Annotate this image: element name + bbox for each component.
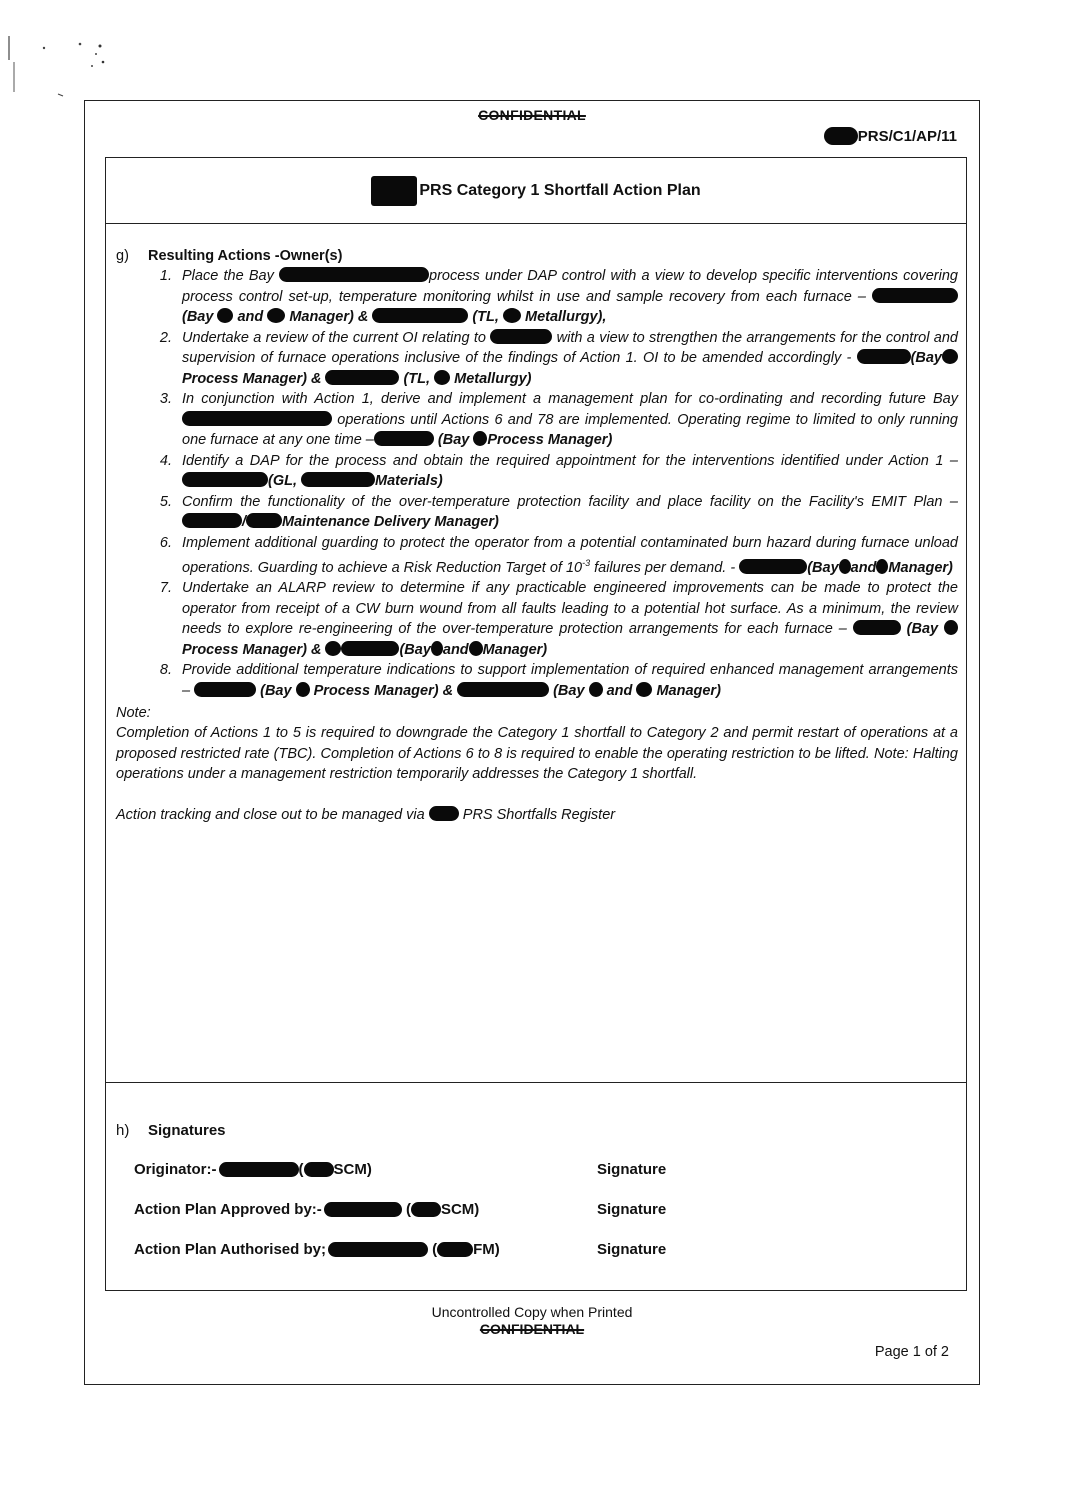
action-text: operations until Actions 6 and 78 are implemented. Operating regime to limited to only running one furnace at any one time – — [182, 411, 958, 448]
action-owner-text: (Bay — [433, 432, 474, 448]
redaction — [371, 176, 417, 206]
action-text: Provide additional temperature indications to support implementation of required enhanced management arrangements – — [182, 662, 958, 699]
redaction — [296, 682, 310, 697]
signature-label: Action Plan Approved by:- — [134, 1200, 322, 1218]
doc-ref-text: PRS/C1/AP/11 — [857, 127, 957, 145]
section-title: Signatures — [148, 1122, 226, 1139]
section-divider — [106, 1082, 966, 1083]
action-owner-text: (Bay — [256, 682, 296, 699]
redaction — [457, 682, 549, 697]
action-owner-text: Maintenance Delivery Manager) — [282, 514, 499, 530]
action-owner-text: and — [442, 641, 469, 658]
signature-label: Action Plan Authorised by; — [134, 1240, 326, 1258]
exponent: -3 — [582, 558, 591, 568]
redaction — [341, 641, 399, 656]
signature-row-originator — [134, 1159, 958, 1179]
action-owner-text: and — [233, 309, 268, 325]
action-item — [176, 578, 958, 660]
action-owner-text: Process Manager) & — [309, 682, 458, 699]
section-h-heading — [116, 1122, 958, 1139]
action-owner-text: (GL, — [268, 473, 302, 489]
action-owner-text: (Bay — [399, 641, 431, 658]
action-owner-text: and — [850, 559, 877, 576]
redaction — [219, 1162, 299, 1177]
action-item — [176, 328, 958, 390]
action-owner-text: (Bay — [549, 682, 589, 699]
section-title: Resulting Actions -Owner(s) — [148, 248, 343, 264]
action-owner-text: and — [602, 682, 637, 699]
action-owner-text: Materials) — [375, 473, 443, 489]
action-text: Confirm the functionality of the over-temperature protection facility and place facility on the Facility's EMIT Plan – — [182, 493, 958, 510]
document-reference — [824, 127, 957, 145]
redaction — [325, 641, 341, 656]
action-owner-text: Process Manager) — [487, 432, 613, 448]
signature-role: SCM) — [333, 1160, 372, 1178]
signature-row-authorised — [134, 1239, 958, 1259]
redaction — [217, 308, 233, 323]
action-owner-text: (Bay — [182, 309, 218, 325]
paren: ( — [427, 1240, 438, 1258]
signature-role: SCM) — [440, 1200, 480, 1218]
action-text: In conjunction with Action 1, derive and implement a management plan for co-ordinating and recording future Bay — [182, 391, 958, 407]
note-label: Note: — [116, 705, 151, 722]
footer — [85, 1304, 979, 1338]
action-owner-text: Manager) — [652, 682, 721, 699]
action-owner-text: Metallurgy) — [450, 370, 532, 387]
form-box — [105, 157, 967, 1291]
section-letter: h) — [116, 1122, 130, 1139]
redaction — [304, 1162, 334, 1177]
signature-field[interactable]: Signature — [597, 1200, 667, 1218]
signature-row-approved — [134, 1199, 958, 1219]
note-text: Completion of Actions 1 to 5 is required to downgrade the Category 1 shortfall to Category 2 and permit restart of operations at a proposed restricted rate (TBC). Completion of Actions 6 to 8 is required to enable the operating restriction to be lifted. Note: Halting operations under a management restriction temporarily addresses the Category 1 shortfall. — [116, 725, 958, 783]
redaction — [431, 641, 443, 656]
redaction — [853, 620, 901, 635]
redaction — [411, 1202, 441, 1217]
redaction — [301, 472, 375, 487]
section-resulting-actions — [116, 248, 958, 825]
action-text: failures per demand. - — [590, 559, 740, 576]
page-number: Page 1 of 2 — [874, 1344, 949, 1360]
action-owner-text: Process Manager) & — [182, 370, 326, 387]
redaction — [857, 349, 911, 364]
redaction — [182, 472, 268, 487]
tracking-line — [116, 805, 958, 825]
action-text: Undertake a review of the current OI relating to — [182, 329, 491, 346]
confidential-header: CONFIDENTIAL — [478, 107, 586, 123]
action-owner-text: Manager) — [482, 641, 548, 658]
page-frame — [84, 100, 980, 1385]
redaction — [473, 431, 487, 446]
action-text: Place the Bay — [182, 268, 280, 284]
action-item — [176, 451, 958, 492]
action-item — [176, 492, 958, 533]
redaction — [434, 370, 450, 385]
confidential-footer: CONFIDENTIAL — [479, 1321, 585, 1337]
action-owner-text: (Bay — [807, 559, 839, 576]
action-item — [176, 389, 958, 451]
paren: ( — [401, 1200, 411, 1218]
redaction — [372, 308, 468, 323]
signature-label: Originator:- — [134, 1160, 217, 1178]
redaction — [328, 1242, 428, 1257]
action-owner-text: (TL, — [399, 370, 435, 387]
redaction — [324, 1202, 402, 1217]
redaction — [246, 513, 282, 528]
redaction — [503, 308, 521, 323]
redaction — [325, 370, 399, 385]
redaction — [182, 513, 242, 528]
signature-field[interactable]: Signature — [597, 1240, 667, 1258]
redaction — [469, 641, 483, 656]
redaction — [942, 349, 958, 364]
action-item — [176, 660, 958, 701]
action-owner-text: Manager) & — [285, 309, 373, 325]
section-g-heading — [116, 248, 958, 264]
redaction — [872, 288, 958, 303]
title-bar — [106, 158, 966, 224]
signature-field[interactable]: Signature — [597, 1160, 667, 1178]
section-signatures — [116, 1122, 958, 1259]
action-owner-text: Metallurgy), — [520, 309, 607, 325]
action-owner-text: / — [242, 514, 247, 530]
redaction — [374, 431, 434, 446]
redaction — [182, 411, 332, 426]
action-owner-text: (Bay — [910, 350, 942, 366]
actions-list — [116, 266, 958, 701]
action-item — [176, 266, 958, 328]
redaction — [944, 620, 958, 635]
uncontrolled-copy-note: Uncontrolled Copy when Printed — [431, 1304, 633, 1320]
action-text: Implement additional guarding to protect the operator from a potential contaminated burn hazard during furnace unload operations. Guarding to achieve a Risk Reduction Target of 10 — [182, 534, 958, 576]
signature-role: FM) — [473, 1240, 500, 1258]
redaction — [437, 1242, 473, 1257]
paren: ( — [298, 1160, 304, 1178]
redaction — [267, 308, 285, 323]
redaction — [429, 806, 459, 821]
action-owner-text: (TL, — [468, 309, 503, 325]
redaction — [824, 127, 858, 145]
action-owner-text: Process Manager) & — [182, 641, 326, 658]
tracking-text: Action tracking and close out to be managed via — [116, 806, 429, 823]
action-owner-text: Manager) — [888, 559, 953, 576]
redaction — [636, 682, 652, 697]
redaction — [490, 329, 552, 344]
action-text: process under DAP control with a view to develop specific interventions covering process control set-up, temperature monitoring whilst in use and sample recovery from each furnace – — [182, 268, 958, 305]
action-item — [176, 533, 958, 579]
scan-artifacts — [0, 0, 120, 110]
page-title: PRS Category 1 Shortfall Action Plan — [419, 181, 701, 199]
action-text: Identify a DAP for the process and obtain the required appointment for the interventions identified under Action 1 – — [182, 452, 958, 469]
redaction — [876, 559, 888, 574]
action-owner-text: (Bay — [900, 621, 944, 638]
redaction — [839, 559, 851, 574]
tracking-text-end: PRS Shortfalls Register — [458, 806, 616, 823]
redaction — [194, 682, 256, 697]
action-text: with a view to strengthen the arrangements for the control and supervision of furnace operations inclusive of the findings of Action 1. OI to be amended accordingly - — [182, 329, 958, 366]
action-text: Undertake an ALARP review to determine if any practicable engineered improvements can be made to protect the operator from receipt of a CW burn wound from all faults leading to a potential hot surface. As a minimum, the review needs to explore re-engineering of the over-temperature protection arrangements for each furnace – — [182, 580, 958, 638]
redaction — [279, 267, 429, 282]
redaction — [589, 682, 603, 697]
redaction — [739, 559, 807, 574]
section-letter: g) — [116, 248, 129, 264]
